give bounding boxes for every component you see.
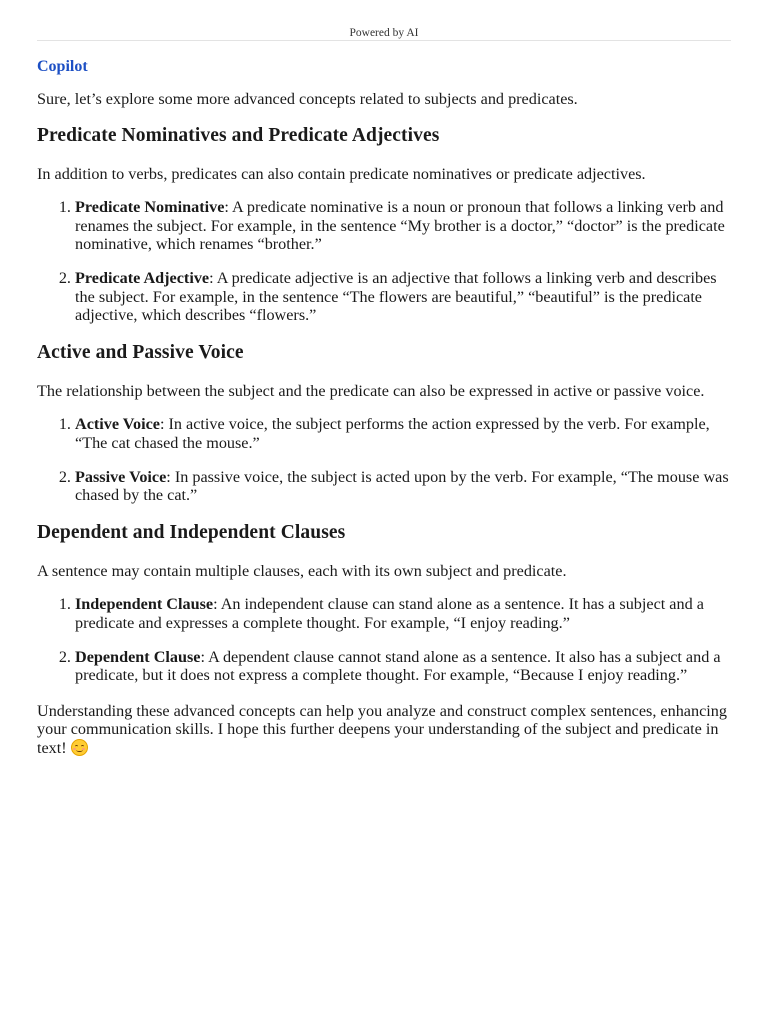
list-item-term: Predicate Adjective	[75, 268, 210, 287]
closing-text: Understanding these advanced concepts can help you analyze and construct complex sentences, enhancing your communication skills. I hope this further deepens your understanding of the subject and predicate in text!	[37, 701, 727, 757]
section-text-clauses: A sentence may contain multiple clauses, each with its own subject and predicate.	[37, 561, 567, 580]
list-item-desc: : In passive voice, the subject is acted upon by the verb. For example, “The mouse was chased by the cat.”	[75, 467, 729, 505]
list-active-passive-voice	[37, 415, 731, 504]
smiling-face-icon	[71, 739, 88, 756]
list-item-term: Predicate Nominative	[75, 198, 225, 217]
list-item	[75, 468, 731, 505]
list-item	[75, 415, 731, 452]
section-text-active-passive-voice: The relationship between the subject and the predicate can also be expressed in active or passive voice.	[37, 381, 705, 400]
section-text-predicate-nominatives: In addition to verbs, predicates can also contain predicate nominatives or predicate adjectives.	[37, 164, 646, 183]
speaker-name: Copilot	[37, 58, 88, 75]
list-item-desc: : A dependent clause cannot stand alone as a sentence. It also has a subject and a predicate, but it does not express a complete thought. For example, “Because I enjoy reading.”	[75, 647, 721, 685]
section-heading-clauses: Dependent and Independent Clauses	[37, 521, 346, 543]
list-item-term: Dependent Clause	[75, 647, 201, 666]
list-item-desc: : A predicate nominative is a noun or pronoun that follows a linking verb and renames the subject. For example, in the sentence “My brother is a doctor,” “doctor” is the predicate nominative, which renames “brother.”	[75, 198, 725, 254]
intro-paragraph: Sure, let’s explore some more advanced concepts related to subjects and predicates.	[37, 90, 578, 108]
list-predicate-nominatives	[37, 198, 731, 325]
list-item-desc: : An independent clause can stand alone as a sentence. It has a subject and a predicate and expresses a complete thought. For example, “I enjoy reading.”	[75, 595, 704, 632]
powered-by-header: Powered by AI	[37, 0, 731, 41]
list-item-term: Passive Voice	[75, 467, 167, 486]
document-page	[37, 0, 731, 757]
list-item-desc: : A predicate adjective is an adjective that follows a linking verb and describes the subject. For example, in the sentence “The flowers are beautiful,” “beautiful” is the predicate adjective, which describes “flowers.”	[75, 268, 717, 325]
section-heading-active-passive-voice: Active and Passive Voice	[37, 341, 244, 363]
list-item	[75, 595, 731, 632]
list-clauses	[37, 595, 731, 684]
list-item	[75, 648, 731, 685]
list-item-desc: : In active voice, the subject performs the action expressed by the verb. For example, “The cat chased the mouse.”	[75, 415, 710, 452]
list-item-term: Independent Clause	[75, 595, 214, 614]
list-item-term: Active Voice	[75, 415, 160, 434]
closing-paragraph	[37, 702, 731, 758]
list-item	[75, 269, 731, 325]
list-item	[75, 198, 731, 254]
section-heading-predicate-nominatives: Predicate Nominatives and Predicate Adjectives	[37, 124, 440, 146]
